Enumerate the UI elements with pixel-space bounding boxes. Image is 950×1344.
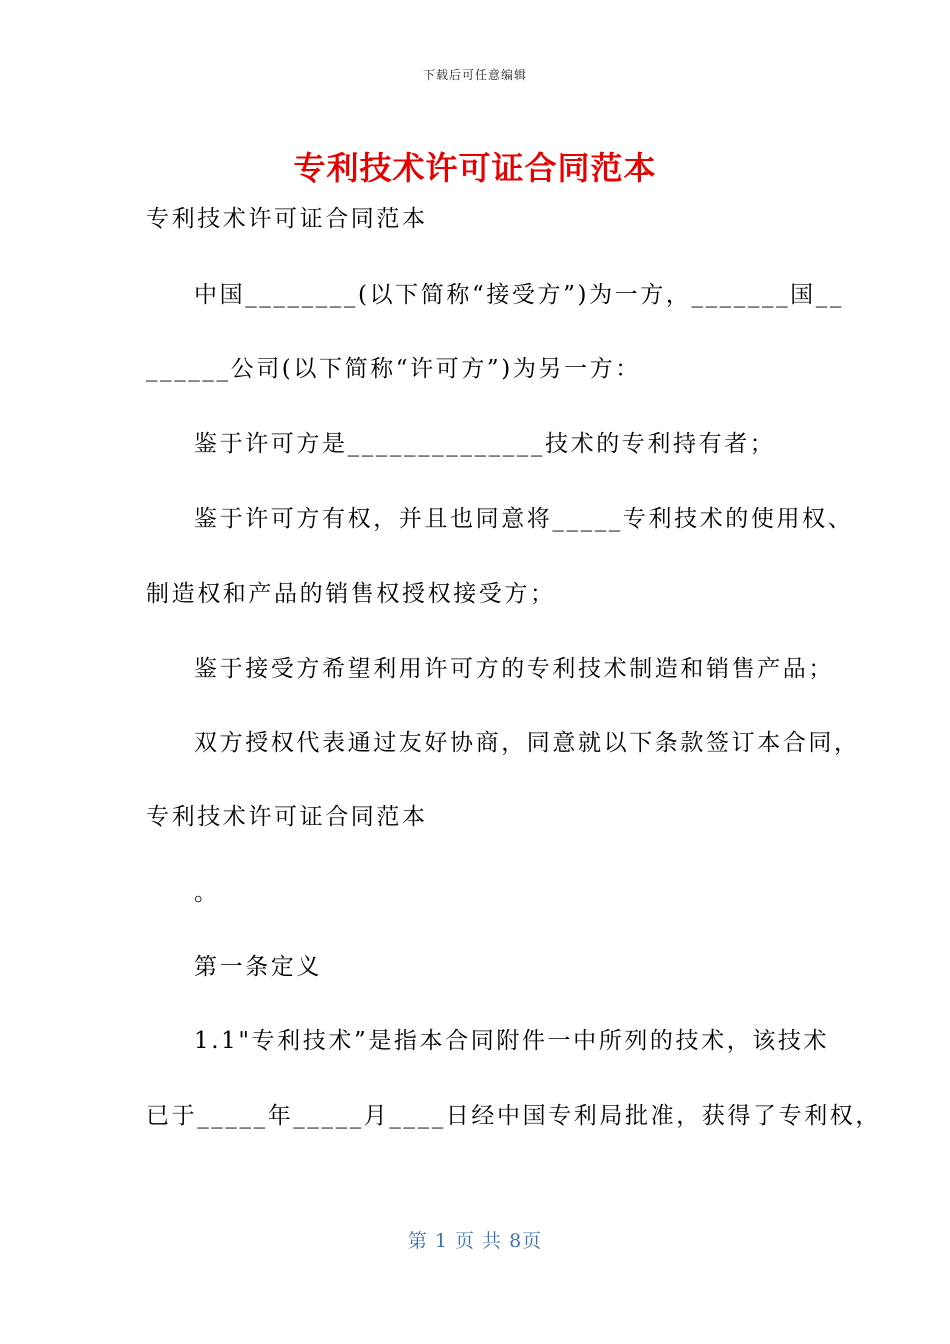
agreement-line-2: 专利技术许可证合同范本: [146, 804, 428, 830]
page-header: 下载后可任意编辑: [422, 68, 527, 82]
document-title: 专利技术许可证合同范本: [293, 149, 657, 187]
party-line-2: ______公司(以下简称“许可方”)为另一方：: [146, 356, 641, 382]
recital-2-line-1: 鉴于许可方有权，并且也同意将_____专利技术的使用权、: [194, 506, 854, 532]
recital-3: 鉴于接受方希望利用许可方的专利技术制造和销售产品；: [194, 656, 834, 682]
page-number-footer: 第 1 页 共 8页: [407, 1230, 543, 1252]
clause-1-1-line-1: 1.1"专利技术”是指本合同附件一中所列的技术，该技术: [194, 1028, 830, 1054]
clause-1-1-line-2: 已于_____年_____月____日经中国专利局批准，获得了专利权，: [146, 1103, 881, 1129]
article-1-heading: 第一条定义: [194, 954, 322, 980]
subtitle-line: 专利技术许可证合同范本: [146, 206, 428, 232]
agreement-line-1: 双方授权代表通过友好协商，同意就以下条款签订本合同，: [194, 730, 860, 756]
party-line-1: 中国________(以下简称“接受方”)为一方，_______国__: [194, 282, 844, 308]
agreement-line-3: 。: [194, 880, 220, 906]
recital-1: 鉴于许可方是______________技术的专利持有者；: [194, 431, 776, 457]
recital-2-line-2: 制造权和产品的销售权授权接受方；: [146, 581, 556, 607]
